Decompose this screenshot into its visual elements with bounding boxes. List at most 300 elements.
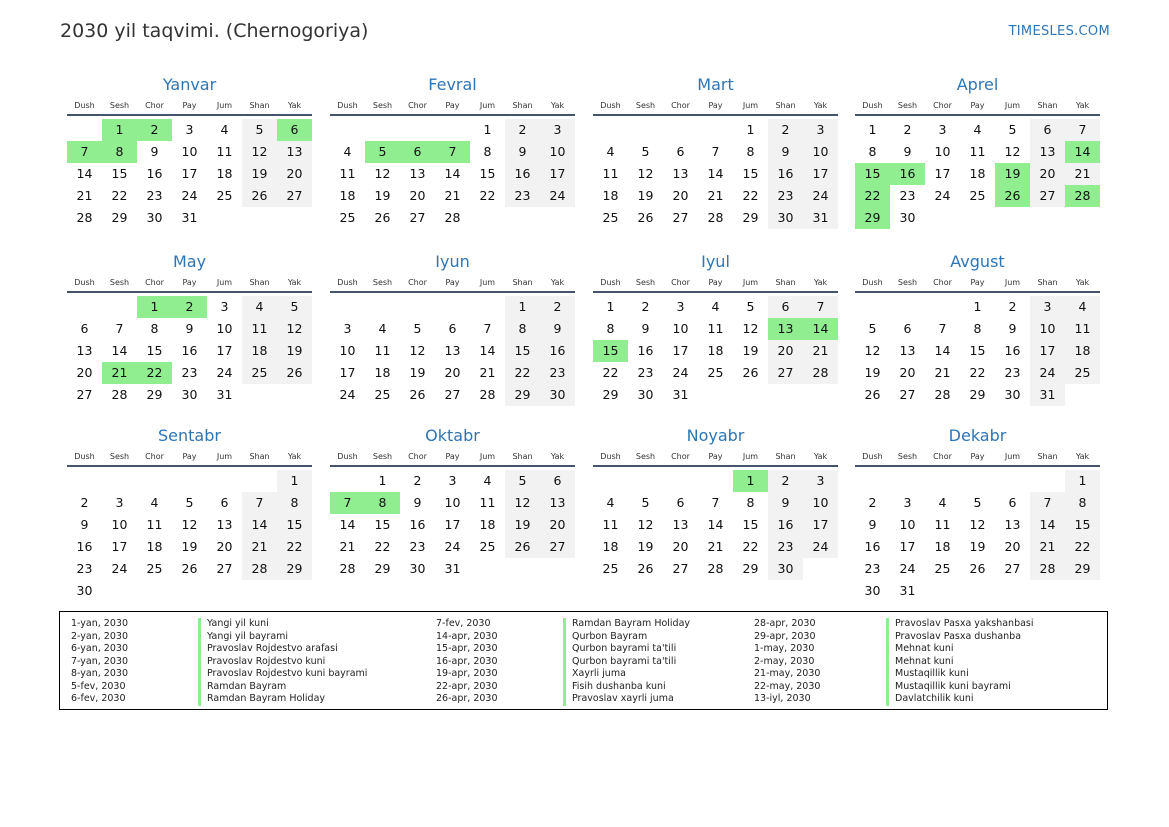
day-cell[interactable]: 11 — [707, 321, 724, 336]
day-cell[interactable]: 14 — [934, 343, 951, 358]
day-cell[interactable]: 6 — [676, 495, 685, 510]
day-cell[interactable]: 13 — [672, 517, 689, 532]
day-cell[interactable]: 3 — [185, 122, 194, 137]
day-cell[interactable]: 20 — [444, 365, 461, 380]
day-cell[interactable]: 15 — [742, 166, 759, 181]
day-cell[interactable]: 2 — [137, 119, 172, 141]
day-cell[interactable]: 21 — [803, 340, 838, 362]
day-cell[interactable]: 22 — [742, 539, 759, 554]
day-cell[interactable]: 11 — [934, 517, 951, 532]
day-cell[interactable]: 25 — [374, 387, 391, 402]
day-cell[interactable]: 7 — [435, 141, 470, 163]
day-cell[interactable]: 9 — [80, 517, 89, 532]
day-cell[interactable]: 23 — [1004, 365, 1021, 380]
day-cell[interactable]: 9 — [641, 321, 650, 336]
day-cell[interactable]: 8 — [483, 144, 492, 159]
day-cell[interactable]: 18 — [969, 166, 986, 181]
day-cell[interactable]: 2 — [903, 122, 912, 137]
day-cell[interactable]: 15 — [111, 166, 128, 181]
day-cell[interactable]: 3 — [676, 299, 685, 314]
day-cell[interactable]: 24 — [934, 188, 951, 203]
day-cell[interactable]: 30 — [768, 207, 803, 229]
day-cell[interactable]: 20 — [672, 188, 689, 203]
day-cell[interactable]: 16 — [76, 539, 93, 554]
day-cell[interactable]: 15 — [855, 163, 890, 185]
day-cell[interactable]: 4 — [483, 473, 492, 488]
day-cell[interactable]: 20 — [76, 365, 93, 380]
day-cell[interactable]: 15 — [479, 166, 496, 181]
day-cell[interactable]: 9 — [768, 492, 803, 514]
day-cell[interactable]: 11 — [339, 166, 356, 181]
day-cell[interactable]: 23 — [409, 539, 426, 554]
day-cell[interactable]: 22 — [277, 536, 312, 558]
day-cell[interactable]: 3 — [803, 119, 838, 141]
day-cell[interactable]: 5 — [641, 495, 650, 510]
day-cell[interactable]: 22 — [505, 362, 540, 384]
day-cell[interactable]: 10 — [339, 343, 356, 358]
day-cell[interactable]: 18 — [339, 188, 356, 203]
day-cell[interactable]: 1 — [137, 296, 172, 318]
day-cell[interactable]: 21 — [1065, 163, 1100, 185]
day-cell[interactable]: 12 — [181, 517, 198, 532]
day-cell[interactable]: 12 — [277, 318, 312, 340]
day-cell[interactable]: 17 — [540, 163, 575, 185]
day-cell[interactable]: 26 — [969, 561, 986, 576]
day-cell[interactable]: 13 — [1004, 517, 1021, 532]
day-cell[interactable]: 3 — [903, 495, 912, 510]
day-cell[interactable]: 25 — [242, 362, 277, 384]
day-cell[interactable]: 11 — [602, 517, 619, 532]
day-cell[interactable]: 12 — [969, 517, 986, 532]
day-cell[interactable]: 24 — [540, 185, 575, 207]
day-cell[interactable]: 27 — [672, 561, 689, 576]
day-cell[interactable]: 19 — [374, 188, 391, 203]
day-cell[interactable]: 17 — [803, 163, 838, 185]
day-cell[interactable]: 7 — [1030, 492, 1065, 514]
day-cell[interactable]: 19 — [637, 188, 654, 203]
day-cell[interactable]: 26 — [409, 387, 426, 402]
day-cell[interactable]: 17 — [672, 343, 689, 358]
day-cell[interactable]: 25 — [216, 188, 233, 203]
day-cell[interactable]: 24 — [181, 188, 198, 203]
day-cell[interactable]: 11 — [374, 343, 391, 358]
day-cell[interactable]: 3 — [343, 321, 352, 336]
day-cell[interactable]: 4 — [343, 144, 352, 159]
day-cell[interactable]: 10 — [216, 321, 233, 336]
day-cell[interactable]: 12 — [864, 343, 881, 358]
day-cell[interactable]: 12 — [742, 321, 759, 336]
day-cell[interactable]: 18 — [707, 343, 724, 358]
day-cell[interactable]: 19 — [969, 539, 986, 554]
day-cell[interactable]: 21 — [707, 188, 724, 203]
day-cell[interactable]: 7 — [483, 321, 492, 336]
day-cell[interactable]: 8 — [746, 495, 755, 510]
day-cell[interactable]: 31 — [899, 583, 916, 598]
day-cell[interactable]: 21 — [444, 188, 461, 203]
day-cell[interactable]: 14 — [111, 343, 128, 358]
day-cell[interactable]: 3 — [1030, 296, 1065, 318]
day-cell[interactable]: 21 — [339, 539, 356, 554]
day-cell[interactable]: 18 — [146, 539, 163, 554]
day-cell[interactable]: 28 — [934, 387, 951, 402]
day-cell[interactable]: 9 — [903, 144, 912, 159]
day-cell[interactable]: 5 — [505, 470, 540, 492]
day-cell[interactable]: 20 — [672, 539, 689, 554]
day-cell[interactable]: 24 — [216, 365, 233, 380]
day-cell[interactable]: 10 — [899, 517, 916, 532]
day-cell[interactable]: 30 — [768, 558, 803, 580]
day-cell[interactable]: 13 — [277, 141, 312, 163]
day-cell[interactable]: 10 — [540, 141, 575, 163]
day-cell[interactable]: 23 — [637, 365, 654, 380]
day-cell[interactable]: 18 — [242, 340, 277, 362]
day-cell[interactable]: 7 — [711, 144, 720, 159]
day-cell[interactable]: 25 — [707, 365, 724, 380]
day-cell[interactable]: 3 — [220, 299, 229, 314]
day-cell[interactable]: 12 — [637, 166, 654, 181]
day-cell[interactable]: 2 — [768, 119, 803, 141]
day-cell[interactable]: 10 — [803, 141, 838, 163]
day-cell[interactable]: 11 — [479, 495, 496, 510]
day-cell[interactable]: 13 — [768, 318, 803, 340]
day-cell[interactable]: 3 — [938, 122, 947, 137]
day-cell[interactable]: 26 — [637, 561, 654, 576]
day-cell[interactable]: 5 — [641, 144, 650, 159]
day-cell[interactable]: 12 — [242, 141, 277, 163]
day-cell[interactable]: 9 — [768, 141, 803, 163]
day-cell[interactable]: 5 — [746, 299, 755, 314]
day-cell[interactable]: 30 — [637, 387, 654, 402]
day-cell[interactable]: 26 — [995, 185, 1030, 207]
day-cell[interactable]: 16 — [540, 340, 575, 362]
day-cell[interactable]: 15 — [374, 517, 391, 532]
day-cell[interactable]: 21 — [1030, 536, 1065, 558]
day-cell[interactable]: 17 — [803, 514, 838, 536]
day-cell[interactable]: 18 — [374, 365, 391, 380]
day-cell[interactable]: 30 — [76, 583, 93, 598]
day-cell[interactable]: 18 — [602, 539, 619, 554]
day-cell[interactable]: 19 — [505, 514, 540, 536]
day-cell[interactable]: 16 — [637, 343, 654, 358]
day-cell[interactable]: 14 — [1030, 514, 1065, 536]
day-cell[interactable]: 4 — [711, 299, 720, 314]
day-cell[interactable]: 22 — [969, 365, 986, 380]
day-cell[interactable]: 29 — [969, 387, 986, 402]
day-cell[interactable]: 25 — [934, 561, 951, 576]
day-cell[interactable]: 13 — [444, 343, 461, 358]
day-cell[interactable]: 28 — [242, 558, 277, 580]
day-cell[interactable]: 2 — [80, 495, 89, 510]
day-cell[interactable]: 17 — [934, 166, 951, 181]
day-cell[interactable]: 8 — [365, 492, 400, 514]
day-cell[interactable]: 10 — [803, 492, 838, 514]
day-cell[interactable]: 15 — [742, 517, 759, 532]
day-cell[interactable]: 31 — [1030, 384, 1065, 406]
day-cell[interactable]: 11 — [146, 517, 163, 532]
day-cell[interactable]: 22 — [602, 365, 619, 380]
day-cell[interactable]: 27 — [768, 362, 803, 384]
day-cell[interactable]: 11 — [1065, 318, 1100, 340]
day-cell[interactable]: 9 — [1008, 321, 1017, 336]
day-cell[interactable]: 24 — [899, 561, 916, 576]
day-cell[interactable]: 7 — [711, 495, 720, 510]
day-cell[interactable]: 6 — [80, 321, 89, 336]
day-cell[interactable]: 2 — [1008, 299, 1017, 314]
day-cell[interactable]: 28 — [707, 561, 724, 576]
day-cell[interactable]: 24 — [803, 185, 838, 207]
day-cell[interactable]: 13 — [540, 492, 575, 514]
day-cell[interactable]: 7 — [938, 321, 947, 336]
day-cell[interactable]: 3 — [448, 473, 457, 488]
day-cell[interactable]: 12 — [637, 517, 654, 532]
day-cell[interactable]: 13 — [216, 517, 233, 532]
day-cell[interactable]: 31 — [672, 387, 689, 402]
day-cell[interactable]: 16 — [768, 514, 803, 536]
day-cell[interactable]: 10 — [1030, 318, 1065, 340]
day-cell[interactable]: 29 — [602, 387, 619, 402]
day-cell[interactable]: 18 — [934, 539, 951, 554]
day-cell[interactable]: 22 — [855, 185, 890, 207]
day-cell[interactable]: 22 — [742, 188, 759, 203]
day-cell[interactable]: 4 — [938, 495, 947, 510]
day-cell[interactable]: 4 — [606, 495, 615, 510]
day-cell[interactable]: 4 — [606, 144, 615, 159]
day-cell[interactable]: 9 — [413, 495, 422, 510]
day-cell[interactable]: 27 — [540, 536, 575, 558]
day-cell[interactable]: 1 — [277, 470, 312, 492]
day-cell[interactable]: 2 — [768, 470, 803, 492]
day-cell[interactable]: 10 — [934, 144, 951, 159]
day-cell[interactable]: 14 — [1065, 141, 1100, 163]
day-cell[interactable]: 14 — [707, 166, 724, 181]
day-cell[interactable]: 26 — [277, 362, 312, 384]
day-cell[interactable]: 31 — [181, 210, 198, 225]
day-cell[interactable]: 29 — [742, 561, 759, 576]
day-cell[interactable]: 6 — [448, 321, 457, 336]
day-cell[interactable]: 5 — [973, 495, 982, 510]
day-cell[interactable]: 23 — [146, 188, 163, 203]
day-cell[interactable]: 1 — [746, 122, 755, 137]
day-cell[interactable]: 17 — [899, 539, 916, 554]
day-cell[interactable]: 25 — [339, 210, 356, 225]
day-cell[interactable]: 27 — [899, 387, 916, 402]
day-cell[interactable]: 19 — [637, 539, 654, 554]
day-cell[interactable]: 30 — [864, 583, 881, 598]
day-cell[interactable]: 16 — [146, 166, 163, 181]
day-cell[interactable]: 29 — [277, 558, 312, 580]
day-cell[interactable]: 30 — [409, 561, 426, 576]
day-cell[interactable]: 26 — [742, 365, 759, 380]
day-cell[interactable]: 8 — [973, 321, 982, 336]
day-cell[interactable]: 3 — [803, 470, 838, 492]
day-cell[interactable]: 14 — [803, 318, 838, 340]
day-cell[interactable]: 26 — [637, 210, 654, 225]
day-cell[interactable]: 25 — [146, 561, 163, 576]
day-cell[interactable]: 26 — [864, 387, 881, 402]
day-cell[interactable]: 28 — [479, 387, 496, 402]
day-cell[interactable]: 28 — [339, 561, 356, 576]
day-cell[interactable]: 15 — [146, 343, 163, 358]
day-cell[interactable]: 1 — [1065, 470, 1100, 492]
day-cell[interactable]: 4 — [1065, 296, 1100, 318]
day-cell[interactable]: 6 — [676, 144, 685, 159]
day-cell[interactable]: 4 — [378, 321, 387, 336]
day-cell[interactable]: 22 — [479, 188, 496, 203]
day-cell[interactable]: 16 — [181, 343, 198, 358]
day-cell[interactable]: 29 — [111, 210, 128, 225]
day-cell[interactable]: 19 — [864, 365, 881, 380]
day-cell[interactable]: 11 — [242, 318, 277, 340]
day-cell[interactable]: 28 — [111, 387, 128, 402]
day-cell[interactable]: 27 — [672, 210, 689, 225]
day-cell[interactable]: 6 — [540, 470, 575, 492]
day-cell[interactable]: 30 — [146, 210, 163, 225]
day-cell[interactable]: 14 — [444, 166, 461, 181]
day-cell[interactable]: 27 — [1030, 185, 1065, 207]
day-cell[interactable]: 21 — [242, 536, 277, 558]
day-cell[interactable]: 23 — [864, 561, 881, 576]
site-logo[interactable]: TIMESLES.COM — [1008, 24, 1110, 39]
day-cell[interactable]: 13 — [76, 343, 93, 358]
day-cell[interactable]: 24 — [444, 539, 461, 554]
day-cell[interactable]: 15 — [505, 340, 540, 362]
day-cell[interactable]: 25 — [602, 561, 619, 576]
day-cell[interactable]: 7 — [803, 296, 838, 318]
day-cell[interactable]: 6 — [768, 296, 803, 318]
day-cell[interactable]: 20 — [277, 163, 312, 185]
day-cell[interactable]: 21 — [707, 539, 724, 554]
day-cell[interactable]: 23 — [899, 188, 916, 203]
day-cell[interactable]: 17 — [444, 517, 461, 532]
day-cell[interactable]: 6 — [400, 141, 435, 163]
day-cell[interactable]: 15 — [1065, 514, 1100, 536]
day-cell[interactable]: 8 — [277, 492, 312, 514]
day-cell[interactable]: 16 — [505, 163, 540, 185]
day-cell[interactable]: 17 — [111, 539, 128, 554]
day-cell[interactable]: 11 — [969, 144, 986, 159]
day-cell[interactable]: 24 — [111, 561, 128, 576]
day-cell[interactable]: 20 — [1004, 539, 1021, 554]
day-cell[interactable]: 19 — [995, 163, 1030, 185]
day-cell[interactable]: 1 — [973, 299, 982, 314]
day-cell[interactable]: 9 — [868, 517, 877, 532]
day-cell[interactable]: 29 — [146, 387, 163, 402]
day-cell[interactable]: 19 — [181, 539, 198, 554]
day-cell[interactable]: 6 — [1030, 119, 1065, 141]
day-cell[interactable]: 18 — [479, 517, 496, 532]
day-cell[interactable]: 5 — [413, 321, 422, 336]
day-cell[interactable]: 8 — [746, 144, 755, 159]
day-cell[interactable]: 30 — [181, 387, 198, 402]
day-cell[interactable]: 8 — [1065, 492, 1100, 514]
day-cell[interactable]: 5 — [1008, 122, 1017, 137]
day-cell[interactable]: 26 — [374, 210, 391, 225]
day-cell[interactable]: 24 — [803, 536, 838, 558]
day-cell[interactable]: 10 — [111, 517, 128, 532]
day-cell[interactable]: 8 — [150, 321, 159, 336]
day-cell[interactable]: 5 — [277, 296, 312, 318]
day-cell[interactable]: 29 — [1065, 558, 1100, 580]
day-cell[interactable]: 2 — [413, 473, 422, 488]
day-cell[interactable]: 27 — [409, 210, 426, 225]
day-cell[interactable]: 17 — [1030, 340, 1065, 362]
day-cell[interactable]: 30 — [1004, 387, 1021, 402]
day-cell[interactable]: 9 — [505, 141, 540, 163]
day-cell[interactable]: 3 — [115, 495, 124, 510]
day-cell[interactable]: 16 — [864, 539, 881, 554]
day-cell[interactable]: 21 — [479, 365, 496, 380]
day-cell[interactable]: 28 — [444, 210, 461, 225]
day-cell[interactable]: 26 — [242, 185, 277, 207]
day-cell[interactable]: 9 — [150, 144, 159, 159]
day-cell[interactable]: 27 — [76, 387, 93, 402]
day-cell[interactable]: 25 — [602, 210, 619, 225]
day-cell[interactable]: 16 — [890, 163, 925, 185]
day-cell[interactable]: 8 — [505, 318, 540, 340]
day-cell[interactable]: 1 — [868, 122, 877, 137]
day-cell[interactable]: 5 — [365, 141, 400, 163]
day-cell[interactable]: 20 — [216, 539, 233, 554]
day-cell[interactable]: 19 — [277, 340, 312, 362]
day-cell[interactable]: 27 — [444, 387, 461, 402]
day-cell[interactable]: 14 — [339, 517, 356, 532]
day-cell[interactable]: 5 — [868, 321, 877, 336]
day-cell[interactable]: 31 — [444, 561, 461, 576]
day-cell[interactable]: 12 — [409, 343, 426, 358]
day-cell[interactable]: 20 — [1030, 163, 1065, 185]
day-cell[interactable]: 28 — [1030, 558, 1065, 580]
day-cell[interactable]: 28 — [1065, 185, 1100, 207]
day-cell[interactable]: 20 — [768, 340, 803, 362]
day-cell[interactable]: 7 — [242, 492, 277, 514]
day-cell[interactable]: 20 — [409, 188, 426, 203]
day-cell[interactable]: 18 — [1065, 340, 1100, 362]
day-cell[interactable]: 23 — [181, 365, 198, 380]
day-cell[interactable]: 14 — [707, 517, 724, 532]
day-cell[interactable]: 6 — [277, 119, 312, 141]
day-cell[interactable]: 19 — [742, 343, 759, 358]
day-cell[interactable]: 30 — [540, 384, 575, 406]
day-cell[interactable]: 7 — [1065, 119, 1100, 141]
day-cell[interactable]: 1 — [378, 473, 387, 488]
day-cell[interactable]: 16 — [768, 163, 803, 185]
day-cell[interactable]: 24 — [1030, 362, 1065, 384]
day-cell[interactable]: 7 — [67, 141, 102, 163]
day-cell[interactable]: 28 — [76, 210, 93, 225]
day-cell[interactable]: 9 — [185, 321, 194, 336]
day-cell[interactable]: 27 — [216, 561, 233, 576]
day-cell[interactable]: 12 — [374, 166, 391, 181]
day-cell[interactable]: 11 — [216, 144, 233, 159]
day-cell[interactable]: 1 — [733, 470, 768, 492]
day-cell[interactable]: 12 — [505, 492, 540, 514]
day-cell[interactable]: 19 — [242, 163, 277, 185]
day-cell[interactable]: 10 — [181, 144, 198, 159]
day-cell[interactable]: 22 — [1065, 536, 1100, 558]
day-cell[interactable]: 8 — [606, 321, 615, 336]
day-cell[interactable]: 18 — [216, 166, 233, 181]
day-cell[interactable]: 15 — [969, 343, 986, 358]
day-cell[interactable]: 26 — [505, 536, 540, 558]
day-cell[interactable]: 16 — [1004, 343, 1021, 358]
day-cell[interactable]: 1 — [102, 119, 137, 141]
day-cell[interactable]: 18 — [602, 188, 619, 203]
day-cell[interactable]: 27 — [1004, 561, 1021, 576]
day-cell[interactable]: 10 — [672, 321, 689, 336]
day-cell[interactable]: 4 — [242, 296, 277, 318]
day-cell[interactable]: 30 — [899, 210, 916, 225]
day-cell[interactable]: 15 — [277, 514, 312, 536]
